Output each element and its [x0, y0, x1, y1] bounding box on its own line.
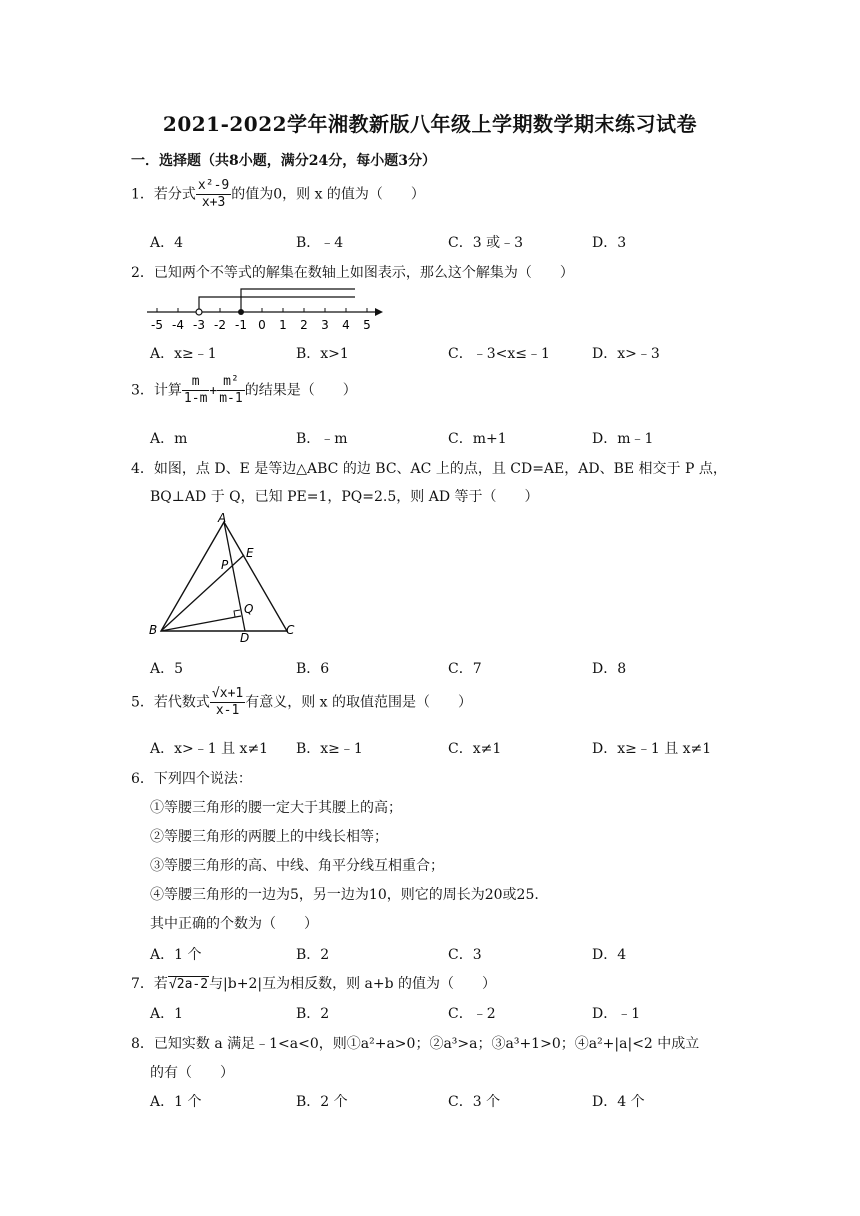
q3-option-c: C．m+1	[448, 431, 507, 447]
triangle-abc	[161, 522, 287, 631]
number-line-tick-label: 1	[279, 318, 287, 332]
number-line-tick-label: -3	[193, 318, 205, 332]
ray-x-greater-equal-minus-1	[241, 289, 355, 312]
q5-suffix: 有意义，则 x 的取值范围是（ ）	[245, 694, 473, 711]
question-6: 6．下列四个说法：	[131, 771, 252, 787]
q3-option-d: D．m﹣1	[592, 431, 654, 447]
question-4-line-1: 4．如图，点 D、E 是等边△ABC 的边 BC、AC 上的点，且 CD=AE，AD、BE 相交于 P 点，	[131, 461, 727, 477]
q7-radical: √2a-2	[168, 977, 209, 992]
q7-option-b: B．2	[296, 1006, 330, 1022]
q1-denominator: x+3	[201, 195, 226, 210]
closed-point-minus-1	[238, 309, 244, 315]
q4-option-a: A．5	[150, 661, 184, 677]
label-a: A	[218, 511, 227, 525]
number-line-figure	[145, 283, 385, 335]
number-line-tick-label: -4	[172, 318, 184, 332]
section-heading: 一．选择题（共8小题，满分24分，每小题3分）	[131, 153, 436, 169]
q5-option-b: B．x≥﹣1	[296, 741, 363, 757]
q2-option-b: B．x>1	[296, 346, 349, 362]
q3-suffix: 的结果是（ ）	[244, 382, 357, 399]
q3-plus-sign: +	[209, 383, 218, 399]
q6-option-d: D．4	[592, 947, 627, 963]
number-line-tick-label: 2	[300, 318, 308, 332]
question-4-line-2: BQ⊥AD 于 Q，已知 PE=1，PQ=2.5，则 AD 等于（ ）	[150, 489, 539, 505]
number-line-tick-label: -1	[235, 318, 247, 332]
q5-numerator: √x+1	[211, 686, 244, 701]
q5-option-d: D．x≥﹣1 且 x≠1	[592, 741, 712, 757]
q6-option-b: B．2	[296, 947, 330, 963]
q1-fraction	[196, 178, 231, 211]
q1-option-d: D．3	[592, 235, 627, 251]
q5-option-a: A．x>﹣1 且 x≠1	[150, 741, 269, 757]
q3-fraction-1	[182, 374, 209, 407]
q7-option-a: A．1	[150, 1006, 184, 1022]
number-line-tick-label: 0	[258, 318, 266, 332]
q3-option-a: A．m	[150, 431, 188, 447]
q6-statement-4: ④等腰三角形的一边为5，另一边为10，则它的周长为20或25.	[150, 887, 539, 903]
q2-option-a: A．x≥﹣1	[150, 346, 217, 362]
q5-prefix: 5．若代数式	[131, 694, 210, 711]
question-8-line-1: 8．已知实数 a 满足﹣1<a<0，则①a²+a>0；②a³>a；③a³+1>0；④a²+|a|<2 中成立	[131, 1036, 700, 1052]
triangle-figure	[147, 510, 302, 645]
q2-option-c: C．﹣3<x≤﹣1	[448, 346, 550, 362]
q3-f1-numerator: m	[182, 374, 209, 391]
question-2: 2．已知两个不等式的解集在数轴上如图表示，那么这个解集为（ ）	[131, 265, 574, 281]
q1-option-a: A．4	[150, 235, 184, 251]
label-c: C	[286, 623, 295, 637]
q3-fraction-2	[217, 374, 244, 407]
q6-option-a: A．1 个	[150, 947, 202, 963]
page-title: 2021-2022学年湘教新版八年级上学期数学期末练习试卷	[162, 112, 698, 136]
number-line-arrow	[375, 308, 383, 316]
q3-option-b: B．﹣m	[296, 431, 348, 447]
q5-fraction	[210, 686, 245, 719]
q3-prefix: 3．计算	[131, 382, 182, 399]
q6-statement-2: ②等腰三角形的两腰上的中线长相等；	[150, 829, 388, 845]
open-point-minus-3	[196, 309, 202, 315]
question-8-line-2: 的有（ ）	[150, 1065, 234, 1081]
number-line-tick-label: 4	[342, 318, 350, 332]
q7-suffix: 与|b+2|互为相反数，则 a+b 的值为（ ）	[209, 976, 497, 992]
number-line-tick-label: -5	[151, 318, 163, 332]
segment-bq	[161, 616, 241, 631]
q4-option-d: D．8	[592, 661, 627, 677]
q8-option-d: D．4 个	[592, 1094, 645, 1110]
q1-option-c: C．3 或﹣3	[448, 235, 523, 251]
question-7	[131, 973, 496, 993]
label-p: P	[221, 558, 229, 572]
q2-option-d: D．x>﹣3	[592, 346, 660, 362]
question-3	[131, 374, 357, 407]
q7-option-d: D．﹣1	[592, 1006, 641, 1022]
q1-prefix: 1．若分式	[131, 186, 196, 203]
label-d: D	[240, 631, 250, 645]
q3-f2-numerator: m²	[217, 374, 244, 391]
q8-option-c: C．3 个	[448, 1094, 501, 1110]
segment-be	[161, 555, 244, 631]
q5-denominator: x-1	[215, 703, 240, 718]
label-b: B	[149, 623, 158, 637]
q6-ask: 其中正确的个数为（ ）	[150, 916, 318, 932]
q1-numerator: x²-9	[197, 178, 230, 193]
q4-option-b: B．6	[296, 661, 330, 677]
q6-statement-3: ③等腰三角形的高、中线、角平分线互相重合；	[150, 858, 444, 874]
label-q: Q	[244, 602, 254, 616]
question-1	[131, 178, 425, 211]
q4-option-c: C．7	[448, 661, 482, 677]
q3-f2-denominator: m-1	[219, 391, 243, 406]
label-e: E	[246, 546, 254, 560]
q8-option-a: A．1 个	[150, 1094, 202, 1110]
q3-f1-denominator: 1-m	[183, 391, 208, 406]
q7-prefix: 7．若	[131, 976, 168, 992]
number-line-tick-label: 5	[363, 318, 371, 332]
q6-option-c: C．3	[448, 947, 482, 963]
q8-option-b: B．2 个	[296, 1094, 348, 1110]
q5-option-c: C．x≠1	[448, 741, 502, 757]
number-line-tick-label: -2	[214, 318, 226, 332]
ray-x-greater-minus-3	[199, 297, 355, 312]
question-5	[131, 686, 472, 719]
q7-option-c: C．﹣2	[448, 1006, 496, 1022]
q1-suffix: 的值为0，则 x 的值为（ ）	[231, 186, 425, 203]
q6-statement-1: ①等腰三角形的腰一定大于其腰上的高；	[150, 800, 402, 816]
number-line-tick-label: 3	[321, 318, 329, 332]
q1-option-b: B．﹣4	[296, 235, 344, 251]
